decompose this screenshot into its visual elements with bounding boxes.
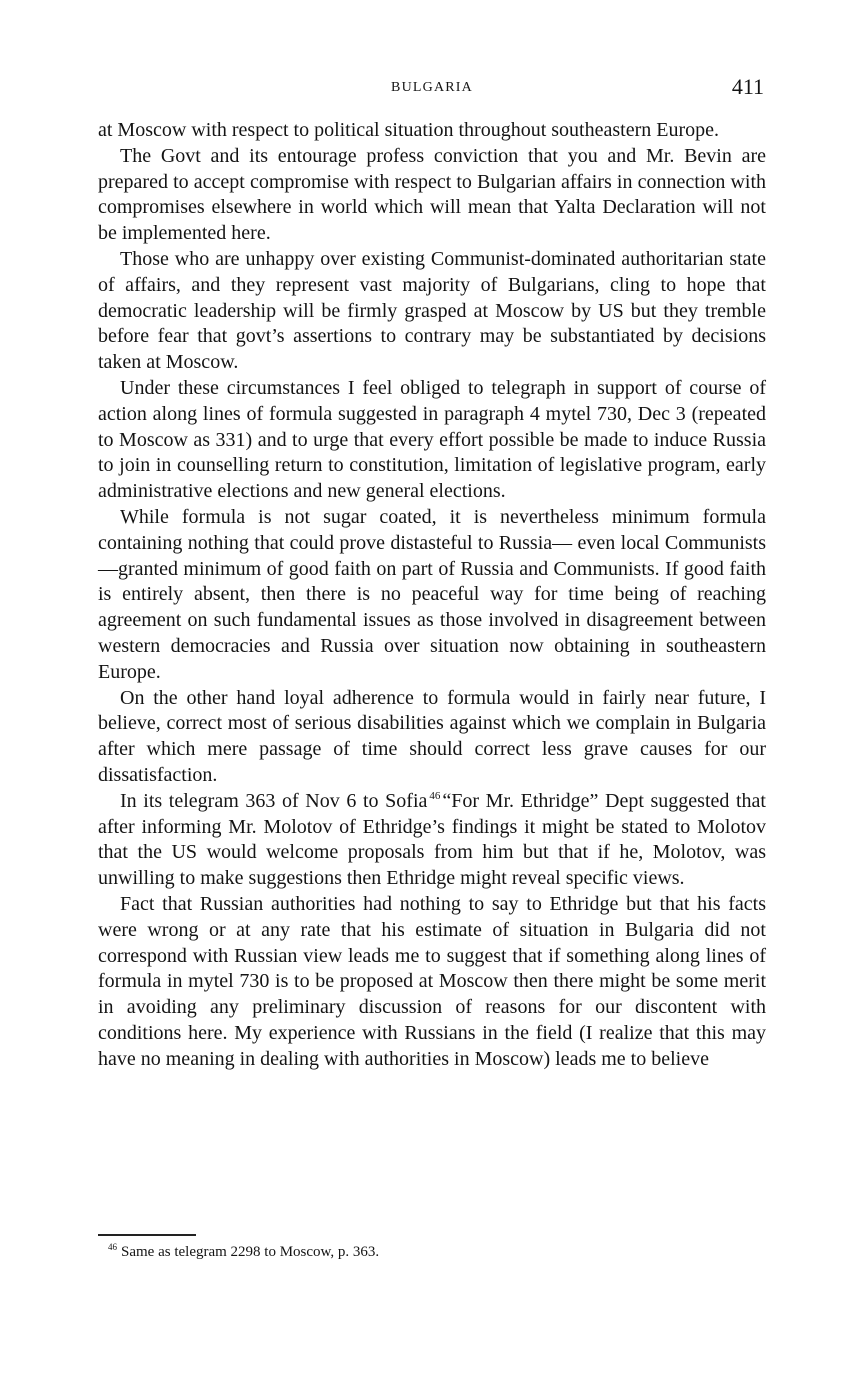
paragraph-govt-entourage: The Govt and its entourage profess conviction that you and Mr. Bevin are prepared to accept compromise with respect to Bulgarian affairs in connection with compromises elsewhere in world which will mean that Yalta Declaration will not be implemented here. bbox=[98, 144, 766, 245]
paragraph-text-before-ref: In its telegram 363 of Nov 6 to Sofia bbox=[120, 789, 428, 812]
paragraph-loyal-adherence: On the other hand loyal adherence to formula would in fairly near future, I believe, correct most of serious disabilities against which we complain in Bulgaria after which mere passage of time should correct less grave causes for our dissatisfaction. bbox=[98, 686, 766, 786]
paragraph-fact-russian: Fact that Russian authorities had nothing to say to Ethridge but that his facts were wrong or at any rate that his estimate of situation in Bulgaria did not correspond with Russian view leads me to suggest that if something along lines of formula in mytel 730 is to be proposed at Moscow then there might be some merit in avoiding any preliminary discussion of reasons for our discontent with conditions here. My experience with Russians in the field (I realize that this may have no meaning in dealing with authorities in Moscow) leads me to believe bbox=[98, 892, 766, 1070]
running-title: BULGARIA bbox=[391, 80, 473, 95]
body-text bbox=[98, 118, 766, 1072]
paragraph-under-circumstances: Under these circumstances I feel obliged to telegraph in support of course of action along lines of formula suggested in paragraph 4 mytel 730, Dec 3 (repeated to Moscow as 331) and to urge that every effort possible be made to induce Russia to join in counselling return to constitution, limitation of legislative program, early administrative elections and new general elections. bbox=[98, 376, 766, 503]
paragraph-those-unhappy: Those who are unhappy over existing Communist-dominated authoritarian state of affairs, and they represent vast majority of Bulgarians, cling to hope that democratic leadership will be firmly grasped at Moscow by US but they tremble before fear that govt’s assertions to contrary may be substantiated by decisions taken at Moscow. bbox=[98, 247, 766, 374]
footnote-divider bbox=[98, 1234, 196, 1236]
footnote-mark: 46 bbox=[108, 1242, 117, 1252]
footnote-text: Same as telegram 2298 to Moscow, p. 363. bbox=[121, 1244, 380, 1260]
paragraph-while-formula: While formula is not sugar coated, it is nevertheless minimum formula containing nothing that could prove distasteful to Russia— even local Communists—granted minimum of good faith on part of Russia and Communists. If good faith is entirely absent, then there is no peaceful way for time being of reaching agreement on such fundamental issues as those involved in disagreement between western democracies and Russia over situation now obtaining in southeastern Europe. bbox=[98, 505, 766, 683]
paragraph-telegram-363 bbox=[98, 789, 766, 892]
paragraph-text-after-ref: “For Mr. Ethridge” Dept suggested that after informing Mr. Molotov of Ethridge’s findings it might be stated to Molotov that the US would welcome proposals from him but that if he, Molotov, was unwilling to make suggestions then Ethridge might reveal specific views. bbox=[98, 789, 766, 890]
running-head bbox=[98, 76, 766, 102]
paragraph-continued: at Moscow with respect to political situation throughout southeastern Europe. bbox=[98, 119, 719, 141]
footnote bbox=[108, 1243, 758, 1261]
footnote-reference[interactable]: 46 bbox=[429, 789, 441, 802]
page-number: 411 bbox=[731, 74, 764, 99]
